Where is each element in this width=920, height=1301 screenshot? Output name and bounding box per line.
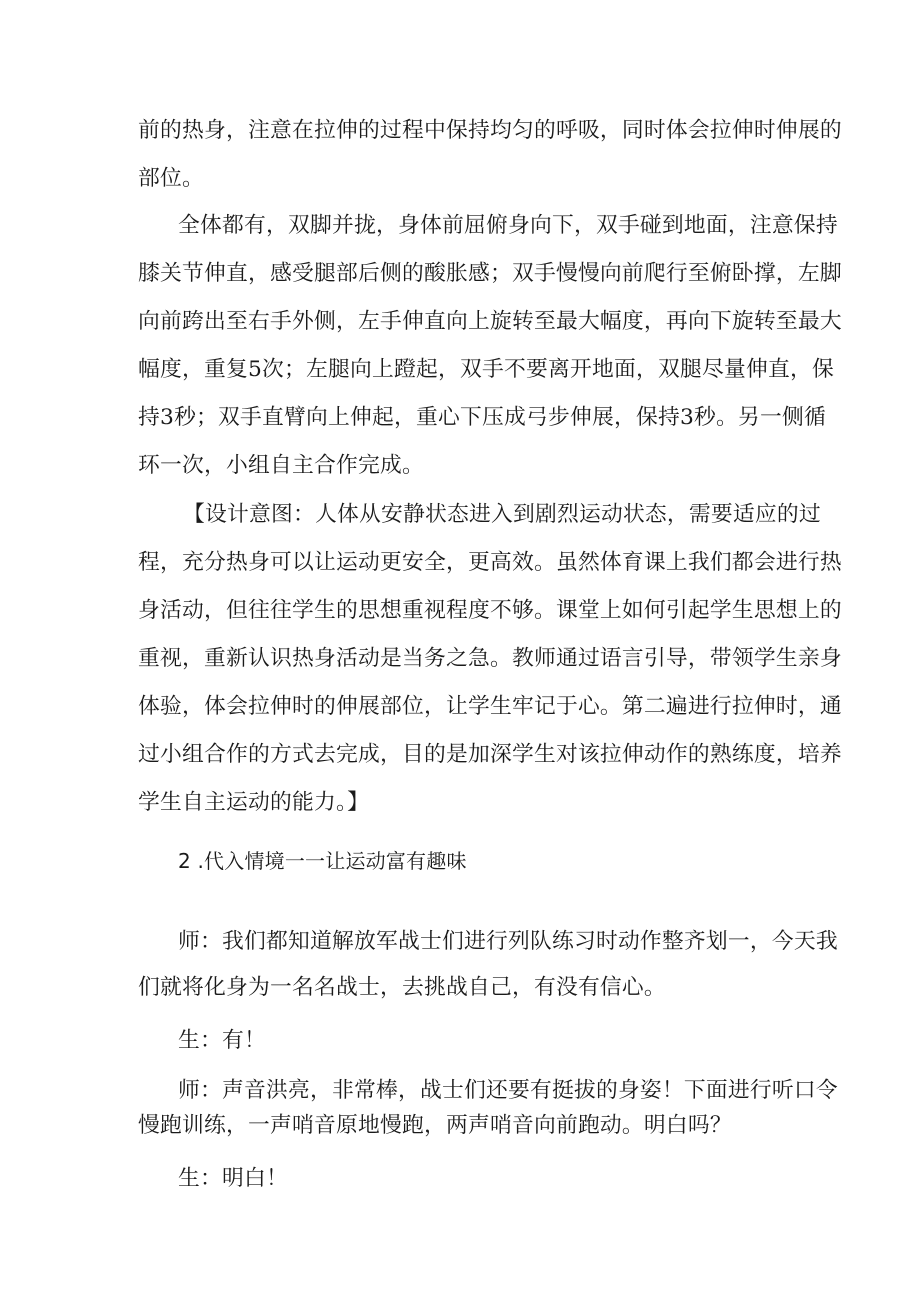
section-heading: 2 .代入情境一一让运动富有趣味 (178, 849, 467, 873)
paragraph-line: 身活动，但往往学生的思想重视程度不够。课堂上如何引起学生思想上的 (138, 598, 842, 623)
paragraph-line: 学生自主运动的能力。】 (138, 790, 370, 815)
paragraph-line: 生：有！ (178, 1028, 266, 1053)
paragraph-line: 前的热身，注意在拉伸的过程中保持均匀的呼吸，同时体会拉伸时伸展的 (138, 118, 842, 143)
paragraph-line: 体验，体会拉伸时的伸展部位，让学生牢记于心。第二遍进行拉伸时，通 (138, 694, 842, 719)
paragraph-line: 程，充分热身可以让运动更安全，更高效。虽然体育课上我们都会进行热 (138, 550, 842, 575)
paragraph-line: 持3秒；双手直臂向上伸起，重心下压成弓步伸展，保持3秒。另一侧循 (138, 405, 827, 430)
paragraph-line: 慢跑训练，一声哨音原地慢跑，两声哨音向前跑动。明白吗？ (138, 1113, 732, 1138)
paragraph-line: 部位。 (138, 166, 204, 191)
paragraph-line: 生：明白！ (178, 1166, 288, 1191)
paragraph-line: 师：我们都知道解放军战士们进行列队练习时动作整齐划一，今天我 (178, 929, 838, 954)
paragraph-line: 重视，重新认识热身活动是当务之急。教师通过语言引导，带领学生亲身 (138, 646, 842, 671)
paragraph-line: 向前跨出至右手外侧，左手伸直向上旋转至最大幅度，再向下旋转至最大 (138, 309, 842, 334)
paragraph-line: 们就将化身为一名名战士，去挑战自己，有没有信心。 (138, 975, 666, 1000)
paragraph-line: 环一次，小组自主合作完成。 (138, 453, 424, 478)
paragraph-line: 幅度，重复5次；左腿向上蹬起，双手不要离开地面，双腿尽量伸直，保 (138, 357, 834, 382)
paragraph-line: 过小组合作的方式去完成，目的是加深学生对该拉伸动作的熟练度，培养 (138, 742, 842, 767)
paragraph-line: 【设计意图：人体从安静状态进入到剧烈运动状态，需要适应的过 (183, 502, 821, 527)
paragraph-line: 师：声音洪亮，非常棒，战士们还要有挺拔的身姿！下面进行听口令 (178, 1078, 838, 1103)
paragraph-line: 膝关节伸直，感受腿部后侧的酸胀感；双手慢慢向前爬行至俯卧撑，左脚 (138, 261, 842, 286)
paragraph-line: 全体都有，双脚并拢，身体前屈俯身向下，双手碰到地面，注意保持 (178, 213, 838, 238)
